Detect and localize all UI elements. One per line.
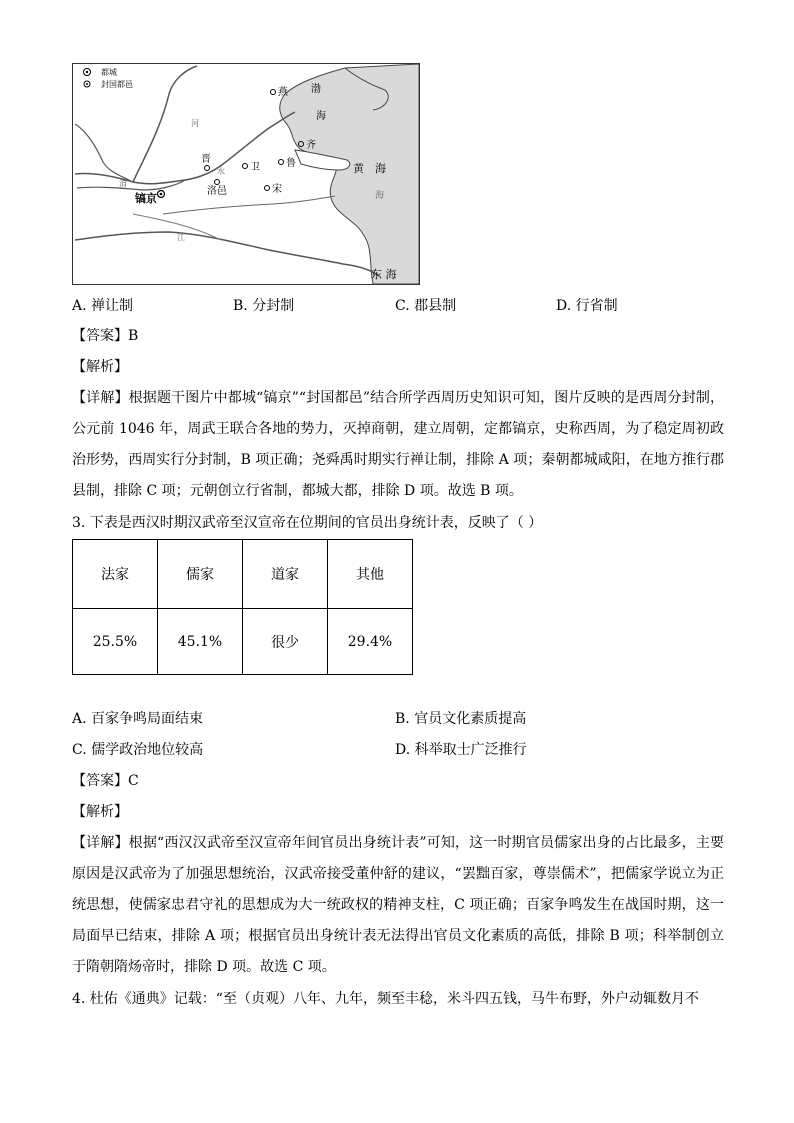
q2-answer-value: B <box>128 328 139 344</box>
table-header-cell: 道家 <box>243 540 328 609</box>
q2-analysis-label: 【解析】 <box>72 359 128 375</box>
q3-stat-table <box>72 539 413 675</box>
q2-option-d: D. 行省制 <box>556 298 618 314</box>
table-value-row <box>73 609 413 675</box>
place-jin: 晋 <box>201 154 211 165</box>
q2-answer-label: 【答案】 <box>72 328 128 344</box>
table-value-cell: 29.4% <box>328 609 413 675</box>
place-haojing: 镐京 <box>135 192 157 205</box>
place-huanghai-1: 黄 <box>353 162 364 175</box>
table-value-cell: 45.1% <box>158 609 243 675</box>
table-header-cell: 其他 <box>328 540 413 609</box>
table-value-cell: 25.5% <box>73 609 158 675</box>
legend-capital-label: 都城 <box>101 68 117 77</box>
legend-fief-label: 封国都邑 <box>101 80 133 89</box>
river-wei-label: 渭 <box>119 179 127 188</box>
map-svg <box>73 64 419 284</box>
q4-stem: 4. 杜佑《通典》记载：“至（贞观）八年、九年，频至丰稔，米斗四五钱，马牛布野，外户动辄数月不 <box>72 991 699 1007</box>
place-bohai-2: 海 <box>316 111 326 122</box>
table-header-cell: 法家 <box>73 540 158 609</box>
river-he-label: 河 <box>191 119 199 128</box>
place-lu: 鲁 <box>286 158 296 169</box>
q3-option-c: C. 儒学政治地位较高 <box>72 742 204 758</box>
q3-option-d: D. 科举取士广泛推行 <box>395 742 527 758</box>
q2-detail: 【详解】根据题干图片中都城“镐京”“封国都邑”结合所学西周历史知识可知，图片反映的是西周分封制，公元前 1046 年，周武王联合各地的势力，灭掉商朝，建立周朝，定都镐京，史称西周，为了稳定周初政治形势，西周实行分封制，B 项正确；尧舜禹时期实行禅让制，排除 A 项；秦朝都城咸阳，在地方推行郡县制，排除 C 项；元朝创立行省制，都城大都，排除 D 项。故选 B 项。 <box>72 390 724 499</box>
place-yan: 燕 <box>278 87 288 98</box>
place-bohai-1: 渤 <box>311 84 321 95</box>
place-qi: 齐 <box>306 140 316 151</box>
q3-detail: 【详解】根据“西汉汉武帝至汉宣帝年间官员出身统计表”可知，这一时期官员儒家出身的占比最多，主要原因是汉武帝为了加强思想统治，汉武帝接受董仲舒的建议，“罢黜百家，尊崇儒术”，把儒家学说立为正统思想，使儒家忠君守礼的思想成为大一统政权的精神支柱，C 项正确；百家争鸣发生在战国时期，这一局面早已结束，排除 A 项；根据官员出身统计表无法得出官员文化素质的高低，排除 B 项；科举制创立于隋朝隋炀帝时，排除 D 项。故选 C 项。 <box>72 835 724 975</box>
place-huanghai-2: 海 <box>375 162 386 175</box>
q3-stem: 3. 下表是西汉时期汉武帝至汉宣帝在位期间的官员出身统计表，反映了（ ） <box>72 515 543 531</box>
q2-option-a: A. 禅让制 <box>72 298 134 314</box>
place-sea-mark: 海 <box>375 191 385 201</box>
river-shui-label: 水 <box>217 167 225 176</box>
place-luoyi: 洛邑 <box>207 186 227 197</box>
river-jiang-label: 江 <box>177 233 185 242</box>
q2-option-c: C. 郡县制 <box>395 298 457 314</box>
q3-answer <box>72 771 139 791</box>
q3-option-b: B. 官员文化素质提高 <box>395 711 527 727</box>
place-donghai: 东 海 <box>371 268 397 281</box>
q3-answer-value: C <box>128 773 139 789</box>
q3-option-a: A. 百家争鸣局面结束 <box>72 711 204 727</box>
q3-analysis-label: 【解析】 <box>72 804 128 820</box>
place-wei: 卫 <box>250 162 260 173</box>
table-value-cell: 很少 <box>243 609 328 675</box>
q2-answer <box>72 326 138 346</box>
map-figure <box>72 63 420 285</box>
q3-answer-label: 【答案】 <box>72 773 128 789</box>
table-header-row <box>73 540 413 609</box>
q2-option-b: B. 分封制 <box>233 298 295 314</box>
table-header-cell: 儒家 <box>158 540 243 609</box>
place-song: 宋 <box>272 184 282 195</box>
